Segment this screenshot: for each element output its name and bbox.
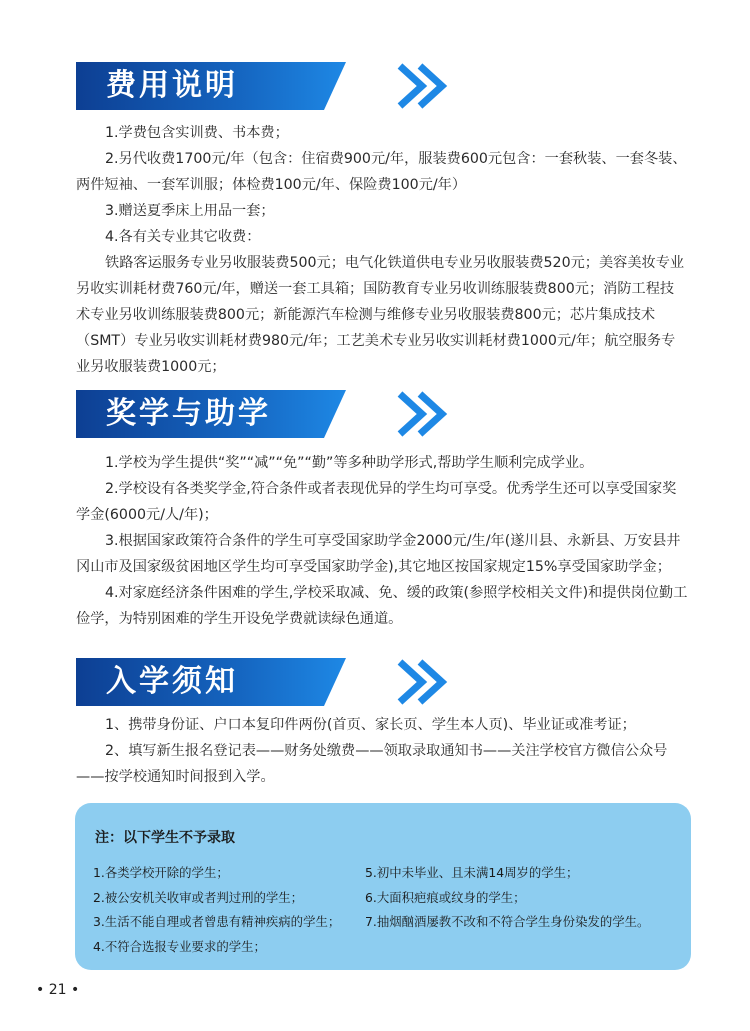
section-title-fees: 费用说明 bbox=[106, 68, 238, 103]
paragraph: 铁路客运服务专业另收服装费500元；电气化铁道供电专业另收服装费520元；美容美妆专业另收实训耗材费760元/年，赠送一套工具箱；国防教育专业另收训练服装费800元；消防工程技术专业另收训练服装费800元；新能源汽车检测与维修专业另收服装费800元；芯片集成技术（SMT）专业另收实训耗材费980元/年；工艺美术专业另收实训耗材费1000元/年；航空服务专业另收服装费1000元； bbox=[76, 255, 685, 375]
note-list-left bbox=[93, 861, 340, 959]
page-number: • 21 • bbox=[36, 982, 80, 998]
paragraph: 2.另代收费1700元/年（包含：住宿费900元/年，服装费600元包含：一套秋装、一套冬装、两件短袖、一套军训服；体检费100元/年、保险费100元/年） bbox=[76, 151, 687, 193]
section-banner-scholarship bbox=[76, 390, 376, 438]
double-chevron-right-icon bbox=[326, 390, 456, 438]
list-item: 5.初中未毕业、且未满14周岁的学生； bbox=[365, 865, 579, 880]
section-title-admission: 入学须知 bbox=[106, 664, 238, 699]
admission-content bbox=[76, 712, 688, 790]
paragraph: 1、携带身份证、户口本复印件两份(首页、家长页、学生本人页)、毕业证或准考证； bbox=[105, 717, 636, 733]
list-item: 7.抽烟酗酒屡教不改和不符合学生身份染发的学生。 bbox=[365, 914, 650, 929]
list-item: 1.各类学校开除的学生； bbox=[93, 865, 229, 880]
paragraph: 1.学校为学生提供“奖”“减”“免”“勤”等多种助学形式,帮助学生顺利完成学业。 bbox=[105, 455, 594, 471]
double-chevron-right-icon bbox=[326, 658, 456, 706]
section-title-scholarship: 奖学与助学 bbox=[106, 396, 271, 431]
paragraph: 3.赠送夏季床上用品一套； bbox=[105, 203, 275, 219]
note-title: 注：以下学生不予录取 bbox=[95, 830, 235, 846]
paragraph: 4.对家庭经济条件困难的学生,学校采取减、免、缓的政策(参照学校相关文件)和提供岗位勤工俭学，为特别困难的学生开设免学费就读绿色通道。 bbox=[76, 585, 688, 627]
list-item: 4.不符合选报专业要求的学生； bbox=[93, 938, 266, 954]
paragraph: 2、填写新生报名登记表——财务处缴费——领取录取通知书——关注学校官方微信公众号——按学校通知时间报到入学。 bbox=[76, 743, 668, 785]
section-banner-admission bbox=[76, 658, 376, 706]
fees-content bbox=[76, 120, 688, 380]
list-item: 2.被公安机关收审或者判过刑的学生； bbox=[93, 889, 304, 905]
scholarship-content bbox=[76, 450, 688, 632]
list-item: 3.生活不能自理或者曾患有精神疾病的学生； bbox=[93, 914, 341, 929]
double-chevron-right-icon bbox=[326, 62, 456, 110]
section-banner-fees bbox=[76, 62, 376, 110]
paragraph: 2.学校设有各类奖学金,符合条件或者表现优异的学生均可享受。优秀学生还可以享受国家奖学金(6000元/人/年)； bbox=[76, 481, 677, 523]
paragraph: 1.学费包含实训费、书本费； bbox=[105, 125, 289, 141]
paragraph: 3.根据国家政策符合条件的学生可享受国家助学金2000元/生/年(遂川县、永新县、万安县井冈山市及国家级贫困地区学生均可享受国家助学金),其它地区按国家规定15%享受国家助学金； bbox=[76, 533, 681, 575]
paragraph: 4.各有关专业其它收费： bbox=[105, 229, 261, 245]
exclusion-note-box bbox=[75, 803, 691, 970]
note-list-right bbox=[365, 861, 649, 935]
list-item: 6.大面积疤痕或纹身的学生； bbox=[365, 889, 526, 905]
